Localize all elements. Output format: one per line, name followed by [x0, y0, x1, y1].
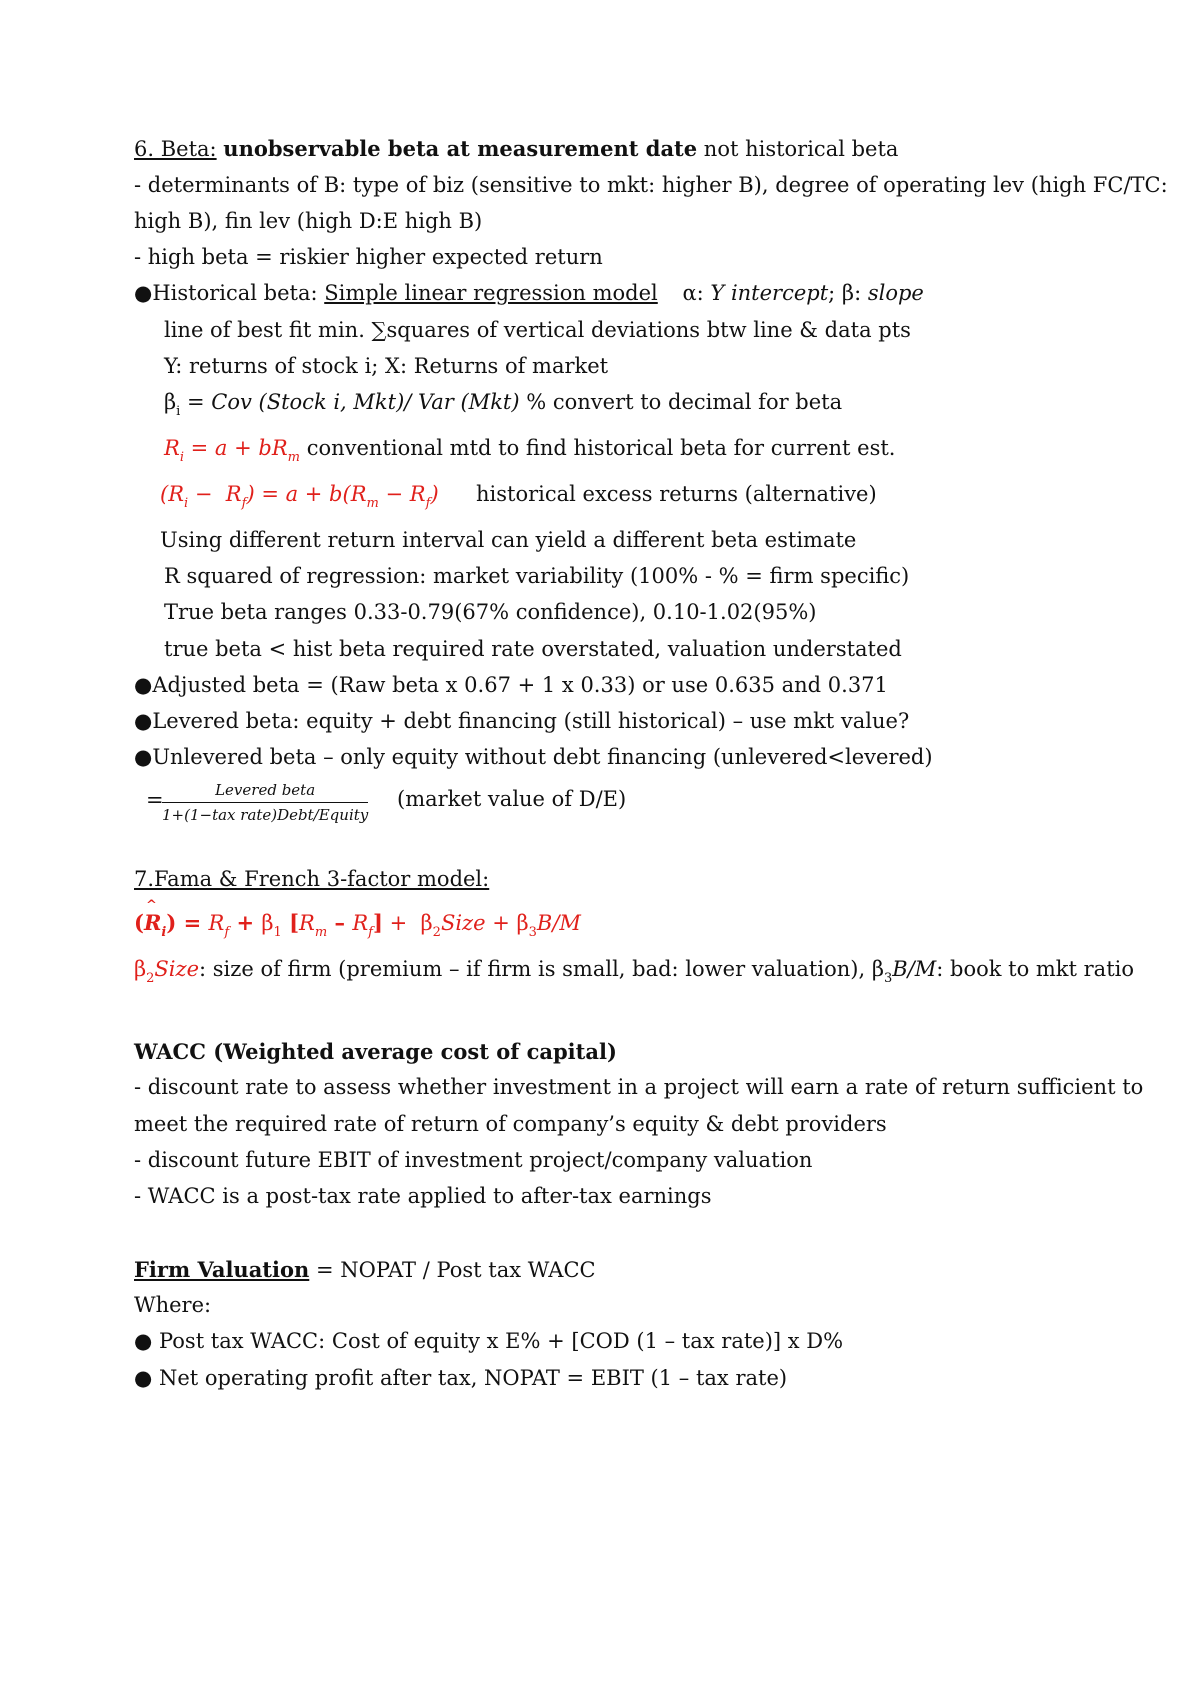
alpha-symbol: α:	[682, 281, 704, 305]
beta-definition: slope	[867, 281, 924, 305]
conventional-equation-text: conventional mtd to find historical beta for current est.	[306, 436, 896, 460]
fraction-denominator: 1+(1−tax rate)Debt/Equity	[162, 806, 369, 824]
true-vs-hist-line: true beta < hist beta required rate overstated, valuation understated	[164, 637, 902, 661]
hist-beta-label: ●Historical beta:	[134, 281, 318, 305]
beta-heading	[134, 138, 898, 160]
beta-heading-number: 6. Beta:	[134, 137, 217, 161]
wacc-heading: WACC (Weighted average cost of capital)	[134, 1039, 617, 1064]
hist-beta-model: Simple linear regression model	[324, 281, 658, 305]
interval-note: Using different return interval can yield a different beta estimate	[160, 528, 857, 552]
excess-return-text: historical excess returns (alternative)	[476, 482, 877, 506]
alpha-definition: Y intercept	[710, 281, 829, 305]
historical-beta-line	[134, 283, 924, 304]
post-tax-wacc-bullet: ● Post tax WACC: Cost of equity x E% + [COD (1 – tax rate)] x D%	[134, 1329, 844, 1353]
best-fit-line: line of best fit min. ∑squares of vertical deviations btw line & data pts	[164, 318, 911, 342]
beta-formula-lhs: $\beta_i$	[164, 390, 181, 419]
fama-french-formula: (^ $R_i) = R_f + \beta_1$ $[R_m - R_f]$ + $\beta_2Size + \beta_3B/M$	[134, 912, 581, 934]
fraction-note: (market value of D/E)	[397, 787, 627, 811]
beta-formula-note: % convert to decimal for beta	[526, 390, 843, 414]
size-definition: : size of firm (premium – if firm is small, bad: lower valuation),	[199, 957, 866, 981]
firm-valuation-heading: Firm Valuation	[134, 1257, 310, 1282]
excess-return-formula: $(R_i - R_f) = a + b(R_m - R_f)$	[160, 482, 439, 511]
adjusted-beta-line: ●Adjusted beta = (Raw beta x 0.67 + 1 x 0.33) or use 0.635 and 0.371	[134, 673, 888, 697]
fraction-numerator: Levered beta	[162, 781, 368, 803]
beta-heading-rest: not historical beta	[703, 137, 899, 161]
unlevered-beta-fraction	[162, 781, 368, 824]
wacc-line-2: meet the required rate of return of company’s equity & debt providers	[134, 1112, 887, 1136]
beta-heading-bold: unobservable beta at measurement date	[223, 136, 698, 161]
size-factor-line	[134, 957, 1134, 986]
wacc-line-3: - discount future EBIT of investment project/company valuation	[134, 1148, 813, 1172]
high-beta-line: - high beta = riskier higher expected return	[134, 245, 603, 269]
beta-formula-line	[164, 390, 843, 419]
conventional-equation-line	[164, 436, 896, 465]
levered-beta-line: ●Levered beta: equity + debt financing (still historical) – use mkt value?	[134, 709, 910, 733]
beta-symbol: ; β:	[828, 281, 862, 305]
excess-return-equation-line	[160, 482, 439, 511]
bm-definition: : book to mkt ratio	[936, 957, 1134, 981]
bm-term: $\beta_3B/M$	[871, 957, 937, 986]
beta-formula-rhs: = Cov (Stock i, Mkt)/ Var (Mkt)	[187, 390, 520, 414]
determinants-line-2: high B), fin lev (high D:E high B)	[134, 209, 483, 233]
firm-valuation-formula: = NOPAT / Post tax WACC	[315, 1258, 596, 1282]
nopat-bullet: ● Net operating profit after tax, NOPAT = EBIT (1 – tax rate)	[134, 1366, 788, 1390]
r-squared-line: R squared of regression: market variability (100% - % = firm specific)	[164, 564, 910, 588]
wacc-line-4: - WACC is a post-tax rate applied to after-tax earnings	[134, 1184, 712, 1208]
fraction-equals: =	[146, 788, 164, 812]
wacc-line-1: - discount rate to assess whether investment in a project will earn a rate of return sufficient to	[134, 1075, 1144, 1099]
unlevered-beta-line: ●Unlevered beta – only equity without debt financing (unlevered<levered)	[134, 745, 933, 769]
determinants-line-1: - determinants of B: type of biz (sensitive to mkt: higher B), degree of operating lev (high FC/TC:	[134, 173, 1168, 197]
where-label: Where:	[134, 1293, 212, 1317]
size-term: $\beta_2Size$	[134, 957, 200, 986]
y-x-line: Y: returns of stock i; X: Returns of market	[164, 354, 609, 378]
true-beta-range-line: True beta ranges 0.33-0.79(67% confidence), 0.10-1.02(95%)	[164, 600, 817, 624]
capm-regression-formula: $R_i = a + bR_m$	[164, 436, 300, 465]
fama-french-heading: 7.Fama & French 3-factor model:	[134, 867, 490, 891]
firm-valuation-line	[134, 1259, 596, 1281]
